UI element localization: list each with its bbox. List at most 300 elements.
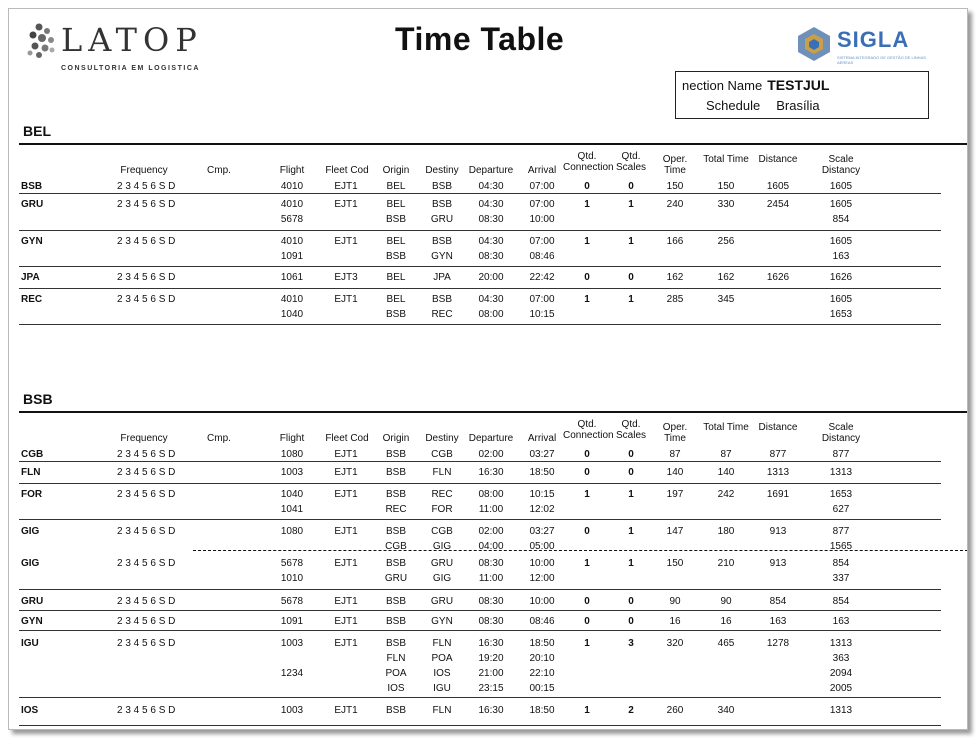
leg-destiny: JPA bbox=[433, 272, 451, 283]
leg-scale-distance: 1313 bbox=[829, 638, 853, 649]
col-header-total-time: Total Time bbox=[703, 154, 749, 165]
row-separator bbox=[19, 266, 941, 267]
route-frequency: 2 3 4 5 6 S D bbox=[117, 181, 176, 192]
leg-origin: CGB bbox=[385, 541, 407, 552]
leg-destiny: BSB bbox=[431, 294, 452, 305]
route-oper-time: 150 bbox=[666, 558, 684, 569]
route-total-time: 90 bbox=[720, 596, 732, 607]
route-fleet: EJT1 bbox=[334, 558, 358, 569]
leg-destiny: GRU bbox=[430, 558, 454, 569]
route-oper-time: 147 bbox=[666, 526, 684, 537]
leg-departure: 04:30 bbox=[478, 236, 504, 247]
leg-origin: BSB bbox=[385, 638, 406, 649]
leg-arrival: 22:42 bbox=[529, 272, 555, 283]
leg-departure: 16:30 bbox=[478, 638, 504, 649]
route-distance: 1605 bbox=[766, 181, 790, 192]
route-distance: 1691 bbox=[766, 489, 790, 500]
route-total-time: 162 bbox=[717, 272, 735, 283]
leg-destiny: BSB bbox=[431, 199, 452, 210]
row-separator bbox=[19, 519, 941, 520]
route-fleet: EJT1 bbox=[334, 596, 358, 607]
route-qtd-scales: 3 bbox=[628, 638, 634, 649]
leg-arrival: 07:00 bbox=[529, 181, 555, 192]
route-total-time: 210 bbox=[717, 558, 735, 569]
leg-scale-distance: 363 bbox=[832, 653, 850, 664]
route-qtd-connection: 0 bbox=[584, 467, 590, 478]
leg-departure: 19:20 bbox=[478, 653, 504, 664]
leg-flight: 5678 bbox=[280, 558, 304, 569]
leg-destiny: FOR bbox=[431, 504, 453, 515]
leg-departure: 08:30 bbox=[478, 214, 504, 225]
leg-arrival: 18:50 bbox=[529, 638, 555, 649]
leg-arrival: 07:00 bbox=[529, 199, 555, 210]
leg-flight: 5678 bbox=[280, 596, 304, 607]
route-destination: REC bbox=[21, 294, 43, 305]
route-total-time: 345 bbox=[717, 294, 735, 305]
route-fleet: EJT1 bbox=[334, 638, 358, 649]
leg-arrival: 03:27 bbox=[529, 449, 555, 460]
latop-name: LATOP bbox=[61, 21, 203, 59]
leg-departure: 16:30 bbox=[478, 467, 504, 478]
leg-destiny: FLN bbox=[432, 467, 452, 478]
route-distance: 1278 bbox=[766, 638, 790, 649]
leg-origin: BSB bbox=[385, 467, 406, 478]
route-oper-time: 150 bbox=[666, 181, 684, 192]
route-fleet: EJT1 bbox=[334, 199, 358, 210]
leg-scale-distance: 627 bbox=[832, 504, 850, 515]
latop-logo bbox=[25, 19, 215, 79]
route-qtd-scales: 0 bbox=[628, 467, 634, 478]
leg-origin: GRU bbox=[384, 573, 408, 584]
route-oper-time: 240 bbox=[666, 199, 684, 210]
leg-origin: POA bbox=[385, 668, 407, 679]
leg-scale-distance: 1605 bbox=[829, 294, 853, 305]
route-qtd-scales: 1 bbox=[628, 199, 634, 210]
route-destination: FLN bbox=[21, 467, 41, 478]
col-header-qtd-connection: Qtd. bbox=[577, 419, 597, 430]
col-header-qtd-scales: Qtd. bbox=[621, 151, 641, 162]
leg-destiny: BSB bbox=[431, 236, 452, 247]
route-destination: IGU bbox=[21, 638, 39, 649]
leg-origin: REC bbox=[385, 504, 407, 515]
leg-flight: 4010 bbox=[280, 181, 304, 192]
leg-origin: BSB bbox=[385, 705, 406, 716]
route-qtd-connection: 0 bbox=[584, 596, 590, 607]
leg-flight: 1003 bbox=[280, 638, 304, 649]
leg-departure: 02:00 bbox=[478, 526, 504, 537]
col-header-distance: Distance bbox=[758, 422, 798, 433]
leg-arrival: 08:46 bbox=[529, 616, 555, 627]
leg-arrival: 20:10 bbox=[529, 653, 555, 664]
leg-destiny: CGB bbox=[431, 526, 453, 537]
route-destination: GIG bbox=[21, 526, 40, 537]
leg-destiny: GIG bbox=[432, 573, 452, 584]
leg-arrival: 10:00 bbox=[529, 596, 555, 607]
route-oper-time: 320 bbox=[666, 638, 684, 649]
leg-flight: 1010 bbox=[280, 573, 304, 584]
leg-origin: BSB bbox=[385, 558, 406, 569]
route-total-time: 256 bbox=[717, 236, 735, 247]
leg-destiny: GRU bbox=[430, 596, 454, 607]
col-header-fleet: Fleet Cod bbox=[325, 165, 369, 176]
leg-arrival: 07:00 bbox=[529, 236, 555, 247]
leg-flight: 4010 bbox=[280, 236, 304, 247]
leg-flight: 1091 bbox=[280, 616, 304, 627]
leg-scale-distance: 2005 bbox=[829, 683, 853, 694]
dashed-separator bbox=[193, 550, 968, 551]
leg-arrival: 07:00 bbox=[529, 294, 555, 305]
route-fleet: EJT1 bbox=[334, 449, 358, 460]
route-distance: 877 bbox=[769, 449, 787, 460]
route-destination: GRU bbox=[21, 199, 44, 210]
col-header-departure: Departure bbox=[468, 165, 514, 176]
col-header-oper-time: Oper. bbox=[662, 422, 688, 433]
leg-origin: BSB bbox=[385, 596, 406, 607]
row-separator bbox=[19, 725, 941, 726]
route-total-time: 242 bbox=[717, 489, 735, 500]
row-separator bbox=[19, 589, 941, 590]
route-fleet: EJT1 bbox=[334, 467, 358, 478]
leg-scale-distance: 854 bbox=[832, 558, 850, 569]
row-separator bbox=[19, 230, 941, 231]
leg-departure: 20:00 bbox=[478, 272, 504, 283]
leg-departure: 04:30 bbox=[478, 181, 504, 192]
leg-flight: 1003 bbox=[280, 705, 304, 716]
sigla-tagline: SISTEMA INTEGRADO DE GESTÃO DE LINHAS AÉREAS bbox=[837, 55, 926, 65]
leg-flight: 1041 bbox=[280, 504, 304, 515]
route-fleet: EJT1 bbox=[334, 526, 358, 537]
route-qtd-scales: 0 bbox=[628, 272, 634, 283]
leg-origin: BSB bbox=[385, 251, 406, 262]
route-qtd-connection: 1 bbox=[584, 489, 590, 500]
route-frequency: 2 3 4 5 6 S D bbox=[117, 596, 176, 607]
route-destination: BSB bbox=[21, 181, 43, 192]
col-header-arrival: Arrival bbox=[527, 433, 557, 444]
section-origin-bel: BEL bbox=[23, 123, 51, 139]
route-fleet: EJT1 bbox=[334, 236, 358, 247]
route-qtd-scales: 0 bbox=[628, 181, 634, 192]
col-header-qtd-connection-2: Connection bbox=[563, 430, 614, 441]
col-header-flight: Flight bbox=[279, 165, 305, 176]
route-qtd-scales: 1 bbox=[628, 489, 634, 500]
leg-arrival: 10:15 bbox=[529, 309, 555, 320]
section-rule bbox=[19, 143, 968, 145]
leg-destiny: CGB bbox=[431, 449, 453, 460]
route-qtd-scales: 1 bbox=[628, 526, 634, 537]
col-header-cmp: Cmp. bbox=[207, 433, 231, 444]
route-distance: 913 bbox=[769, 526, 787, 537]
sigla-emblem-icon bbox=[795, 25, 833, 63]
route-destination: GIG bbox=[21, 558, 40, 569]
leg-scale-distance: 1653 bbox=[829, 309, 853, 320]
leg-departure: 04:30 bbox=[478, 294, 504, 305]
leg-origin: BSB bbox=[385, 616, 406, 627]
leg-arrival: 10:00 bbox=[529, 214, 555, 225]
route-fleet: EJT1 bbox=[334, 705, 358, 716]
leg-departure: 08:30 bbox=[478, 596, 504, 607]
schedule-value: Brasília bbox=[776, 98, 820, 113]
route-fleet: EJT1 bbox=[334, 489, 358, 500]
leg-origin: BSB bbox=[385, 309, 406, 320]
leg-departure: 21:00 bbox=[478, 668, 504, 679]
leg-scale-distance: 877 bbox=[832, 449, 850, 460]
leg-departure: 11:00 bbox=[478, 573, 504, 584]
col-header-origin: Origin bbox=[382, 433, 410, 444]
leg-arrival: 10:00 bbox=[529, 558, 555, 569]
route-destination: JPA bbox=[21, 272, 40, 283]
leg-departure: 11:00 bbox=[478, 504, 504, 515]
leg-departure: 02:00 bbox=[478, 449, 504, 460]
leg-arrival: 03:27 bbox=[529, 526, 555, 537]
col-header-cmp: Cmp. bbox=[207, 165, 231, 176]
leg-flight: 1080 bbox=[280, 449, 304, 460]
route-total-time: 340 bbox=[717, 705, 735, 716]
route-oper-time: 90 bbox=[669, 596, 681, 607]
leg-arrival: 00:15 bbox=[529, 683, 555, 694]
route-destination: GRU bbox=[21, 596, 44, 607]
leg-scale-distance: 1565 bbox=[829, 541, 853, 552]
sigla-logo bbox=[795, 25, 935, 73]
report-page bbox=[8, 8, 968, 730]
route-frequency: 2 3 4 5 6 S D bbox=[117, 294, 176, 305]
route-qtd-connection: 1 bbox=[584, 199, 590, 210]
leg-destiny: GYN bbox=[431, 616, 453, 627]
route-qtd-connection: 1 bbox=[584, 705, 590, 716]
leg-scale-distance: 163 bbox=[832, 251, 850, 262]
col-header-frequency: Frequency bbox=[120, 165, 168, 176]
route-qtd-connection: 0 bbox=[584, 449, 590, 460]
route-qtd-scales: 0 bbox=[628, 616, 634, 627]
col-header-arrival: Arrival bbox=[527, 165, 557, 176]
row-separator bbox=[19, 324, 941, 325]
route-distance: 163 bbox=[769, 616, 787, 627]
leg-departure: 08:30 bbox=[478, 558, 504, 569]
route-total-time: 150 bbox=[717, 181, 735, 192]
row-separator bbox=[19, 483, 941, 484]
leg-flight: 4010 bbox=[280, 294, 304, 305]
route-total-time: 180 bbox=[717, 526, 735, 537]
route-frequency: 2 3 4 5 6 S D bbox=[117, 638, 176, 649]
col-header-scale-distancy: Scale bbox=[828, 154, 854, 165]
leg-scale-distance: 1626 bbox=[829, 272, 853, 283]
route-destination: FOR bbox=[21, 489, 43, 500]
leg-origin: BSB bbox=[385, 526, 406, 537]
route-qtd-connection: 0 bbox=[584, 616, 590, 627]
leg-flight: 1061 bbox=[280, 272, 304, 283]
route-oper-time: 197 bbox=[666, 489, 684, 500]
route-oper-time: 260 bbox=[666, 705, 684, 716]
row-separator bbox=[19, 697, 941, 698]
leg-destiny: POA bbox=[431, 653, 453, 664]
route-oper-time: 162 bbox=[666, 272, 684, 283]
col-header-oper-time: Oper. bbox=[662, 154, 688, 165]
route-qtd-connection: 1 bbox=[584, 558, 590, 569]
col-header-fleet: Fleet Cod bbox=[325, 433, 369, 444]
section-rule bbox=[19, 411, 968, 413]
section-origin-bsb: BSB bbox=[23, 391, 53, 407]
route-distance: 1313 bbox=[766, 467, 790, 478]
col-header-qtd-scales: Qtd. bbox=[621, 419, 641, 430]
leg-arrival: 12:02 bbox=[529, 504, 555, 515]
route-qtd-connection: 0 bbox=[584, 272, 590, 283]
route-frequency: 2 3 4 5 6 S D bbox=[117, 558, 176, 569]
route-distance: 1626 bbox=[766, 272, 790, 283]
col-header-scale-distancy-2: Distancy bbox=[821, 433, 861, 444]
route-frequency: 2 3 4 5 6 S D bbox=[117, 616, 176, 627]
leg-arrival: 18:50 bbox=[529, 705, 555, 716]
route-fleet: EJT1 bbox=[334, 616, 358, 627]
col-header-frequency: Frequency bbox=[120, 433, 168, 444]
leg-departure: 23:15 bbox=[478, 683, 504, 694]
leg-destiny: GRU bbox=[430, 214, 454, 225]
route-distance: 913 bbox=[769, 558, 787, 569]
leg-origin: IOS bbox=[387, 683, 405, 694]
leg-destiny: IGU bbox=[433, 683, 451, 694]
leg-arrival: 18:50 bbox=[529, 467, 555, 478]
route-frequency: 2 3 4 5 6 S D bbox=[117, 526, 176, 537]
leg-destiny: BSB bbox=[431, 181, 452, 192]
route-total-time: 87 bbox=[720, 449, 732, 460]
leg-flight: 5678 bbox=[280, 214, 304, 225]
route-destination: GYN bbox=[21, 236, 43, 247]
leg-flight: 4010 bbox=[280, 199, 304, 210]
route-fleet: EJT3 bbox=[334, 272, 358, 283]
leg-departure: 16:30 bbox=[478, 705, 504, 716]
leg-scale-distance: 854 bbox=[832, 214, 850, 225]
leg-scale-distance: 1313 bbox=[829, 705, 853, 716]
route-total-time: 16 bbox=[720, 616, 732, 627]
col-header-scale-distancy: Scale bbox=[828, 422, 854, 433]
connection-value: TESTJUL bbox=[767, 77, 830, 93]
page-title: Time Table bbox=[395, 21, 565, 57]
route-qtd-connection: 1 bbox=[584, 294, 590, 305]
col-header-qtd-scales-2: Scales bbox=[615, 430, 646, 441]
route-oper-time: 166 bbox=[666, 236, 684, 247]
route-frequency: 2 3 4 5 6 S D bbox=[117, 236, 176, 247]
leg-scale-distance: 337 bbox=[832, 573, 850, 584]
schedule-label: Schedule bbox=[706, 98, 761, 113]
route-qtd-connection: 0 bbox=[584, 181, 590, 192]
leg-arrival: 10:15 bbox=[529, 489, 555, 500]
leg-origin: BSB bbox=[385, 449, 406, 460]
leg-destiny: FLN bbox=[432, 705, 452, 716]
col-header-qtd-scales-2: Scales bbox=[615, 162, 646, 173]
latop-dots-icon bbox=[25, 19, 61, 63]
leg-origin: BEL bbox=[386, 272, 406, 283]
leg-flight: 1234 bbox=[280, 668, 304, 679]
col-header-oper-time-2: Time bbox=[664, 433, 686, 444]
route-qtd-scales: 1 bbox=[628, 236, 634, 247]
leg-destiny: FLN bbox=[432, 638, 452, 649]
col-header-destiny: Destiny bbox=[425, 165, 459, 176]
leg-origin: BSB bbox=[385, 489, 406, 500]
route-oper-time: 285 bbox=[666, 294, 684, 305]
col-header-departure: Departure bbox=[468, 433, 514, 444]
leg-departure: 08:00 bbox=[478, 309, 504, 320]
route-oper-time: 16 bbox=[669, 616, 681, 627]
leg-destiny: REC bbox=[431, 489, 453, 500]
route-fleet: EJT1 bbox=[334, 181, 358, 192]
route-total-time: 465 bbox=[717, 638, 735, 649]
route-qtd-connection: 0 bbox=[584, 526, 590, 537]
leg-arrival: 12:00 bbox=[529, 573, 555, 584]
row-separator bbox=[19, 461, 941, 462]
leg-destiny: REC bbox=[431, 309, 453, 320]
row-separator bbox=[19, 193, 941, 194]
route-destination: CGB bbox=[21, 449, 44, 460]
col-header-distance: Distance bbox=[758, 154, 798, 165]
leg-departure: 08:00 bbox=[478, 489, 504, 500]
route-destination: GYN bbox=[21, 616, 43, 627]
route-frequency: 2 3 4 5 6 S D bbox=[117, 467, 176, 478]
route-qtd-connection: 1 bbox=[584, 236, 590, 247]
route-total-time: 330 bbox=[717, 199, 735, 210]
leg-destiny: GYN bbox=[431, 251, 453, 262]
leg-departure: 08:30 bbox=[478, 251, 504, 262]
route-qtd-scales: 0 bbox=[628, 449, 634, 460]
leg-departure: 04:00 bbox=[478, 541, 504, 552]
route-destination: IOS bbox=[21, 705, 39, 716]
route-oper-time: 87 bbox=[669, 449, 681, 460]
route-qtd-scales: 1 bbox=[628, 558, 634, 569]
leg-arrival: 22:10 bbox=[529, 668, 555, 679]
route-frequency: 2 3 4 5 6 S D bbox=[117, 705, 176, 716]
leg-flight: 1040 bbox=[280, 309, 304, 320]
route-distance: 2454 bbox=[766, 199, 790, 210]
row-separator bbox=[19, 630, 941, 631]
leg-scale-distance: 1653 bbox=[829, 489, 853, 500]
leg-origin: FLN bbox=[386, 653, 406, 664]
route-frequency: 2 3 4 5 6 S D bbox=[117, 272, 176, 283]
col-header-qtd-connection: Qtd. bbox=[577, 151, 597, 162]
leg-scale-distance: 163 bbox=[832, 616, 850, 627]
route-frequency: 2 3 4 5 6 S D bbox=[117, 449, 176, 460]
leg-arrival: 08:46 bbox=[529, 251, 555, 262]
col-header-origin: Origin bbox=[382, 165, 410, 176]
route-qtd-scales: 0 bbox=[628, 596, 634, 607]
row-separator bbox=[19, 288, 941, 289]
leg-scale-distance: 854 bbox=[832, 596, 850, 607]
route-qtd-scales: 2 bbox=[628, 705, 634, 716]
route-distance: 854 bbox=[769, 596, 787, 607]
leg-departure: 08:30 bbox=[478, 616, 504, 627]
route-oper-time: 140 bbox=[666, 467, 684, 478]
col-header-oper-time-2: Time bbox=[664, 165, 686, 176]
leg-flight: 1091 bbox=[280, 251, 304, 262]
leg-origin: BEL bbox=[386, 181, 406, 192]
leg-scale-distance: 2094 bbox=[829, 668, 853, 679]
leg-origin: BEL bbox=[386, 294, 406, 305]
leg-scale-distance: 1605 bbox=[829, 236, 853, 247]
leg-flight: 1040 bbox=[280, 489, 304, 500]
leg-origin: BSB bbox=[385, 214, 406, 225]
col-header-total-time: Total Time bbox=[703, 422, 749, 433]
leg-destiny: GIG bbox=[432, 541, 452, 552]
route-qtd-connection: 1 bbox=[584, 638, 590, 649]
schedule-info-box bbox=[675, 71, 929, 119]
leg-origin: BEL bbox=[386, 236, 406, 247]
route-frequency: 2 3 4 5 6 S D bbox=[117, 199, 176, 210]
col-header-qtd-connection-2: Connection bbox=[563, 162, 614, 173]
sigla-name: SIGLA bbox=[837, 27, 910, 52]
leg-departure: 04:30 bbox=[478, 199, 504, 210]
row-separator bbox=[19, 610, 941, 611]
leg-scale-distance: 1605 bbox=[829, 181, 853, 192]
col-header-destiny: Destiny bbox=[425, 433, 459, 444]
col-header-scale-distancy-2: Distancy bbox=[821, 165, 861, 176]
route-qtd-scales: 1 bbox=[628, 294, 634, 305]
leg-flight: 1003 bbox=[280, 467, 304, 478]
